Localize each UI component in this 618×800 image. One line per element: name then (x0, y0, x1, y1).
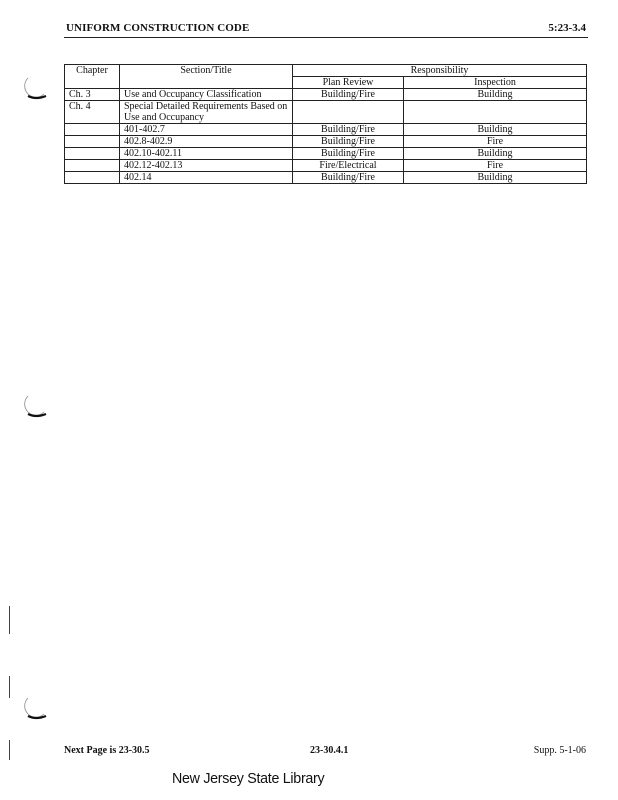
cell-section: Special Detailed Requirements Based on Use and Occupancy (120, 101, 293, 124)
cell-plan-review: Building/Fire (293, 172, 404, 184)
margin-scan-line (9, 740, 10, 760)
library-stamp: New Jersey State Library (172, 770, 325, 787)
footer-next-page: Next Page is 23-30.5 (64, 745, 150, 756)
binder-hole-icon (20, 694, 48, 722)
column-header-responsibility: Responsibility (293, 65, 587, 77)
cell-section: 402.10-402.11 (120, 148, 293, 160)
binder-hole-icon (20, 392, 48, 420)
table-row (65, 89, 587, 101)
cell-plan-review: Building/Fire (293, 124, 404, 136)
cell-chapter (65, 136, 120, 148)
table-row (65, 124, 587, 136)
cell-section: Use and Occupancy Classification (120, 89, 293, 101)
cell-chapter: Ch. 4 (65, 101, 120, 124)
footer-supplement: Supp. 5-1-06 (533, 745, 586, 756)
footer-page-number: 23-30.4.1 (310, 745, 349, 756)
margin-scan-line (9, 676, 10, 698)
table-row (65, 148, 587, 160)
cell-section: 402.8-402.9 (120, 136, 293, 148)
margin-scan-line (9, 606, 10, 634)
cell-chapter: Ch. 3 (65, 89, 120, 101)
cell-plan-review: Fire/Electrical (293, 160, 404, 172)
running-header-section: 5:23-3.4 (548, 22, 586, 34)
binder-hole-icon (20, 74, 48, 102)
table-row (65, 136, 587, 148)
cell-inspection: Fire (404, 160, 587, 172)
cell-plan-review: Building/Fire (293, 148, 404, 160)
cell-plan-review (293, 101, 404, 124)
cell-chapter (65, 124, 120, 136)
table-row (65, 101, 587, 124)
cell-chapter (65, 148, 120, 160)
column-header-chapter: Chapter (65, 65, 120, 89)
running-header-title: UNIFORM CONSTRUCTION CODE (66, 22, 250, 34)
table-header-row (65, 65, 587, 77)
cell-section: 401-402.7 (120, 124, 293, 136)
column-header-plan-review: Plan Review (293, 77, 404, 89)
table-row (65, 172, 587, 184)
cell-plan-review: Building/Fire (293, 89, 404, 101)
cell-chapter (65, 160, 120, 172)
column-header-section: Section/Title (120, 65, 293, 89)
cell-chapter (65, 172, 120, 184)
cell-section: 402.12-402.13 (120, 160, 293, 172)
cell-inspection: Fire (404, 136, 587, 148)
cell-inspection (404, 101, 587, 124)
cell-inspection: Building (404, 89, 587, 101)
cell-inspection: Building (404, 172, 587, 184)
cell-plan-review: Building/Fire (293, 136, 404, 148)
cell-inspection: Building (404, 148, 587, 160)
cell-section: 402.14 (120, 172, 293, 184)
cell-inspection: Building (404, 124, 587, 136)
column-header-inspection: Inspection (404, 77, 587, 89)
responsibility-table (64, 64, 587, 184)
table-row (65, 160, 587, 172)
header-divider (64, 37, 588, 38)
